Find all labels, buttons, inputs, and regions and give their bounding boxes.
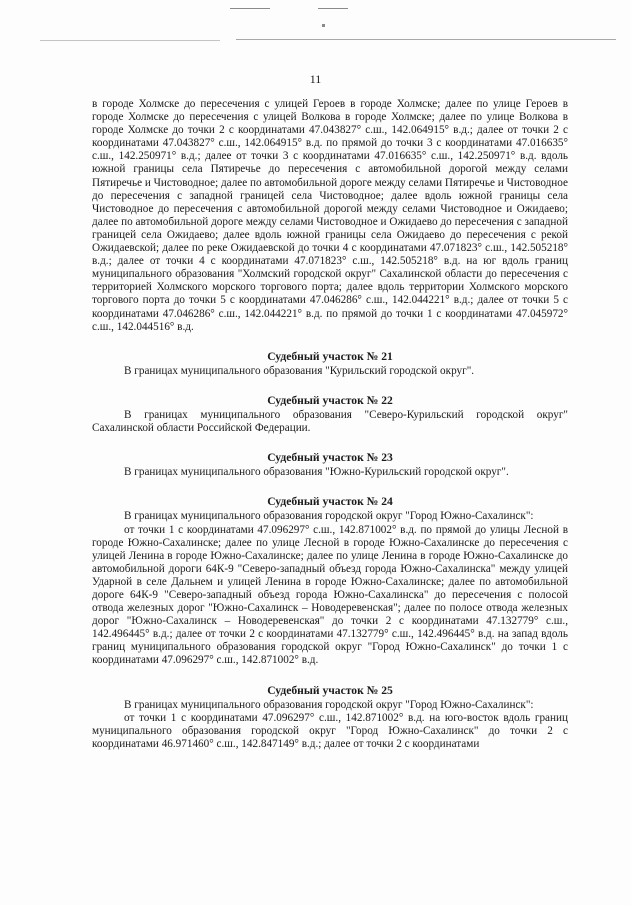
document-body xyxy=(92,98,568,751)
section-title-21: Судебный участок № 21 xyxy=(267,349,393,363)
section-21-paragraph: В границах муниципального образования "Курильский городской округ". xyxy=(124,364,475,377)
section-24-paragraph-2: от точки 1 с координатами 47.096297° с.ш., 142.871002° в.д. по прямой до улицы Лесной в городе Южно-Сахалинске; далее по улице Лесной в городе Южно-Сахалинске до пересечения с улицей Ленина в городе Южно-Сахалинске; далее по улице Ленина в городе Южно-Сахалинске до автомобильной дороги 64К-9 "Северо-западный объезд города Южно-Сахалинска" между улицей Ударной в селе Дальнем и улицей Ленина в городе Южно-Сахалинске; далее по автомобильной дороге 64К-9 "Северо-западный объезд города Южно-Сахалинска" до пересечения с полосой отвода железных дорог "Южно-Сахалинск – Новодеревенская"; далее по полосе отвода железных дорог "Южно-Сахалинск – Новодеревенская" до точки 2 с координатами 47.132779° с.ш., 142.496445° в.д.; далее от точки 2 с координатами 47.132779° с.ш., 142.496445° в.д. на запад вдоль границ муниципального образования городской округ "Город Южно-Сахалинск" до точки 1 с координатами 47.096297° с.ш., 142.871002° в.д. xyxy=(92,523,568,667)
section-25-paragraph-1: В границах муниципального образования городской округ "Город Южно-Сахалинск": xyxy=(124,698,534,711)
section-23-paragraph: В границах муниципального образования "Южно-Курильский городской округ". xyxy=(124,466,509,479)
intro-paragraph: в городе Холмске до пересечения с улицей Героев в городе Холмске; далее по улице Героев в городе Холмске до пересечения с улицей Волкова в городе Холмске; далее по улице Волкова в городе Холмске до точки 2 с координатами 47.043827° с.ш., 142.064915° в.д.; далее от точки 2 с координатами 47.043827° с.ш., 142.064915° в.д. по прямой до точки 3 с координатами 47.016635° с.ш., 142.250971° в.д.; далее от точки 3 с координатами 47.016635° с.ш., 142.250971° в.д. вдоль южной границы села Пятиречье до пересечения с автомобильной дорогой между селами Пятиречье и Чистоводное; далее по автомобильной дороге между селами Пятиречье и Чистоводное до пересечения с западной границей села Чистоводное; далее вдоль южной границы села Чистоводное до пересечения с автомобильной дорогой между селами Чистоводное и Ожидаево; далее по автомобильной дороге между селами Чистоводное и Ожидаево до пересечения с западной границей села Ожидаево; далее вдоль южной границы села Ожидаево до пересечения с рекой Ожидаевской; далее по реке Ожидаевской до точки 4 с координатами 47.071823° с.ш., 142.505218° в.д.; далее от точки 4 с координатами 47.071823° с.ш., 142.505218° в.д. на юг вдоль границ муниципального образования "Холмский городской округ" Сахалинской области до пересечения с территорией Холмского морского торгового порта; далее вдоль территории Холмского морского торгового порта до точки 5 с координатами 47.046286° с.ш., 142.044221° в.д.; далее от точки 5 с координатами 47.046286° с.ш., 142.044221° в.д. по прямой до точки 1 с координатами 47.045972° с.ш., 142.044516° в.д. xyxy=(92,98,568,333)
section-25-paragraph-2: от точки 1 с координатами 47.096297° с.ш., 142.871002° в.д. на юго-восток вдоль границ муниципального образования городской округ "Город Южно-Сахалинск" до точки 2 с координатами 46.971460° с.ш., 142.847149° в.д.; далее от точки 2 с координатами xyxy=(92,711,568,750)
scan-header-artifacts xyxy=(0,0,631,46)
section-title-22: Судебный участок № 22 xyxy=(267,393,393,407)
section-title-23: Судебный участок № 23 xyxy=(267,451,393,465)
section-title-24: Судебный участок № 24 xyxy=(267,495,393,509)
section-title-25: Судебный участок № 25 xyxy=(267,683,393,697)
page-number: 11 xyxy=(309,72,322,86)
section-24-paragraph-1: В границах муниципального образования городской округ "Город Южно-Сахалинск": xyxy=(124,510,534,523)
section-22-paragraph: В границах муниципального образования "Северо-Курильский городской округ" Сахалинской области Российской Федерации. xyxy=(92,408,568,435)
